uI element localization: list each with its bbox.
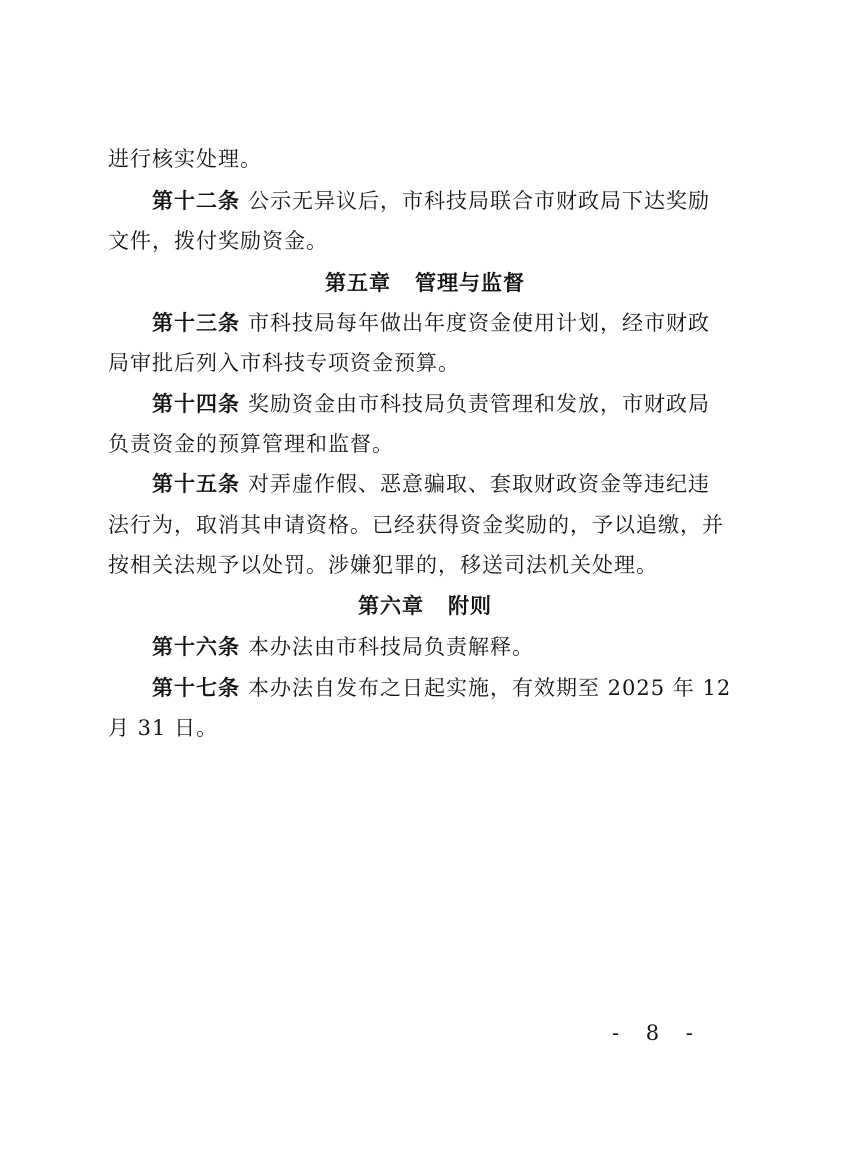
paragraph-line: 进行核实处理。 [108, 147, 262, 171]
article-text: 本办法自发布之日起实施，有效期至 2025 年 12 [248, 676, 732, 700]
chapter-heading-6 [0, 591, 850, 621]
paragraph-line: 负责资金的预算管理和监督。 [108, 432, 394, 456]
article-13 [152, 308, 710, 338]
article-text: 本办法由市科技局负责解释。 [248, 635, 534, 659]
article-text: 奖励资金由市科技局负责管理和发放，市财政局 [248, 392, 710, 416]
paragraph-line: 局审批后列入市科技专项资金预算。 [108, 351, 460, 375]
paragraph-line: 按相关法规予以处罚。涉嫌犯罪的，移送司法机关处理。 [108, 553, 658, 577]
page-number: - 8 - [612, 1021, 703, 1045]
paragraph-line: 月 31 日。 [108, 716, 219, 740]
article-17 [152, 673, 731, 703]
chapter-title: 管理与监督 [415, 270, 525, 295]
article-label: 第十二条 [152, 188, 240, 213]
article-text: 公示无异议后，市科技局联合市财政局下达奖励 [248, 189, 710, 213]
article-text: 对弄虚作假、恶意骗取、套取财政资金等违纪违 [248, 472, 710, 496]
article-14 [152, 389, 710, 419]
article-label: 第十七条 [152, 675, 240, 700]
article-text: 市科技局每年做出年度资金使用计划，经市财政 [248, 311, 710, 335]
article-15 [152, 469, 710, 499]
article-label: 第十四条 [152, 391, 240, 416]
article-label: 第十三条 [152, 310, 240, 335]
chapter-number: 第六章 [358, 593, 424, 618]
paragraph-line: 文件，拨付奖励资金。 [108, 229, 328, 253]
article-12 [152, 186, 710, 216]
paragraph-line: 法行为，取消其申请资格。已经获得资金奖励的，予以追缴，并 [108, 513, 724, 537]
article-label: 第十五条 [152, 471, 240, 496]
article-16 [152, 632, 534, 662]
chapter-heading-5 [0, 268, 850, 298]
chapter-title: 附则 [448, 593, 492, 618]
article-label: 第十六条 [152, 634, 240, 659]
chapter-number: 第五章 [325, 270, 391, 295]
